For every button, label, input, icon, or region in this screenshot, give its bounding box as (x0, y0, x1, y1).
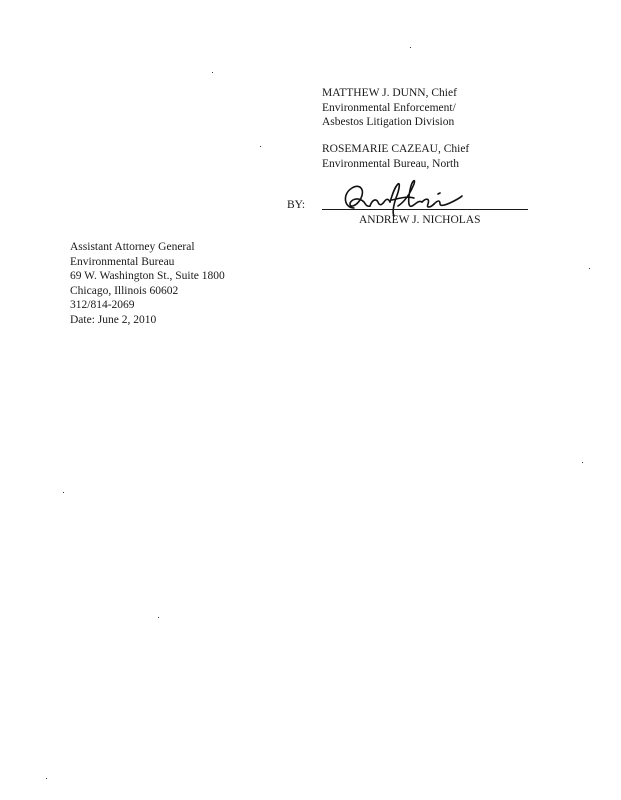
scan-speck (212, 72, 213, 73)
by-label: BY: (287, 199, 306, 211)
chief-name-cazeau: ROSEMARIE CAZEAU, Chief (322, 143, 470, 155)
contact-title: Assistant Attorney General (70, 241, 195, 253)
scan-speck (410, 47, 411, 48)
chief-title-line-2: Asbestos Litigation Division (322, 116, 455, 128)
signature-line (322, 209, 528, 210)
contact-date: Date: June 2, 2010 (70, 313, 157, 326)
scan-speck (582, 462, 583, 463)
signer-name: ANDREW J. NICHOLAS (359, 214, 481, 226)
chief-block-dunn (322, 86, 457, 130)
scan-speck (158, 617, 159, 618)
chief-block-cazeau (322, 142, 469, 171)
scan-speck (46, 778, 47, 779)
scan-speck (589, 268, 590, 269)
scan-speck (260, 146, 261, 147)
contact-city: Chicago, Illinois 60602 (70, 284, 179, 297)
contact-phone: 312/814-2069 (70, 299, 135, 311)
chief-title-line-1: Environmental Enforcement/ (322, 101, 456, 114)
contact-street: 69 W. Washington St., Suite 1800 (70, 270, 225, 282)
chief-name-dunn: MATTHEW J. DUNN, Chief (322, 87, 457, 99)
contact-bureau: Environmental Bureau (70, 255, 175, 268)
scan-speck (63, 492, 64, 493)
contact-block (70, 240, 225, 327)
chief-title-cazeau: Environmental Bureau, North (322, 157, 460, 170)
